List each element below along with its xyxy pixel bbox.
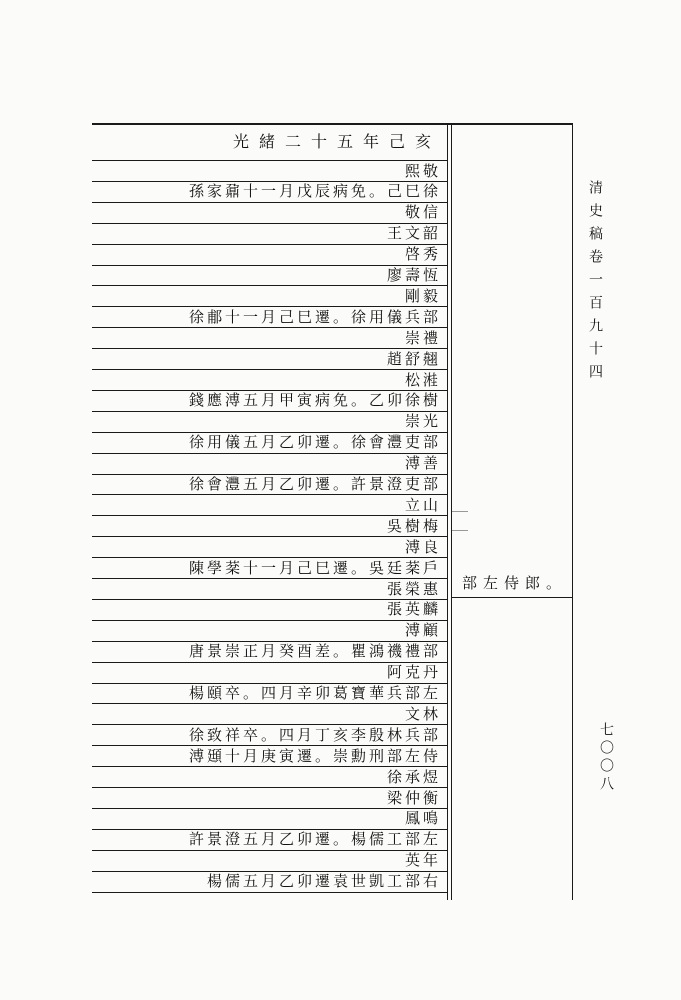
table-row: 文林 xyxy=(404,704,441,723)
table-row: 崇光 xyxy=(404,412,441,431)
row-rule xyxy=(92,703,447,704)
row-rule xyxy=(92,808,447,809)
row-rule xyxy=(92,494,447,495)
table-row: 陳學棻十一月己巳遷。吳廷棻戶 xyxy=(188,558,441,577)
table-row: 阿克丹 xyxy=(386,663,441,682)
table-row: 熙敬 xyxy=(404,161,441,180)
table-row: 溥良 xyxy=(404,537,441,556)
table-row: 徐郙十一月己巳遷。徐用儀兵部 xyxy=(188,307,441,326)
table-row: 溥頲十月庚寅遷。崇勳刑部左侍 xyxy=(188,746,441,765)
row-rule xyxy=(92,411,447,412)
row-rule xyxy=(92,536,447,537)
table-row: 溥顧 xyxy=(404,621,441,640)
table-title: 光緒二十五年己亥 xyxy=(232,132,441,151)
table-right-border xyxy=(572,123,573,900)
table-row: 趙舒翹 xyxy=(386,349,441,368)
row-rule xyxy=(92,244,447,245)
row-rule xyxy=(92,327,447,328)
table-row: 唐景崇正月癸酉差。瞿鴻禨禮部 xyxy=(188,642,441,661)
table-row: 英年 xyxy=(404,851,441,870)
row-rule xyxy=(92,160,447,161)
table-row: 梁仲衡 xyxy=(386,788,441,807)
table-row: 孫家鼐十一月戊辰病免。己巳徐 xyxy=(188,182,441,201)
table-row: 楊儒五月乙卯遷袁世凱工部右 xyxy=(206,872,441,891)
row-rule xyxy=(92,892,447,893)
row-rule xyxy=(92,850,447,851)
running-header: 清史稿卷一百九十四 xyxy=(587,180,603,387)
table-row: 徐承煜 xyxy=(386,767,441,786)
table-row: 楊頤卒。四月辛卯葛寶華兵部左 xyxy=(188,684,441,702)
table-row: 徐致祥卒。四月丁亥李殷林兵部 xyxy=(188,725,441,744)
row-rule xyxy=(92,453,447,454)
table-row: 立山 xyxy=(404,495,441,514)
table-row: 張榮惠 xyxy=(386,579,441,598)
table-row: 溥善 xyxy=(404,454,441,473)
table-row: 許景澄五月乙卯遷。楊儒工部左 xyxy=(188,830,441,849)
table-row: 啓秀 xyxy=(404,245,441,264)
table-row: 王文韶 xyxy=(386,224,441,243)
row-rule xyxy=(92,285,447,286)
row-rule xyxy=(92,369,447,370)
table-row: 剛毅 xyxy=(404,286,441,305)
right-column-rule xyxy=(451,597,572,598)
table-top-rule xyxy=(92,123,572,125)
margin-mark xyxy=(452,511,468,512)
margin-mark xyxy=(452,530,468,531)
row-rule xyxy=(92,620,447,621)
table-row: 吳樹梅 xyxy=(386,516,441,535)
right-column-entry: 部左侍郎。 xyxy=(462,574,568,592)
table-row: 松溎 xyxy=(404,370,441,389)
table-row: 廖壽恆 xyxy=(386,266,441,284)
table-divider-left xyxy=(447,123,448,900)
table-row: 鳳鳴 xyxy=(404,809,441,828)
row-rule xyxy=(92,202,447,203)
table-row: 徐會灃五月乙卯遷。許景澄吏部 xyxy=(188,475,441,493)
page-number: 七〇〇八 xyxy=(598,722,614,794)
table-row: 徐用儀五月乙卯遷。徐會灃吏部 xyxy=(188,433,441,452)
table-row: 崇禮 xyxy=(404,328,441,347)
table-row: 錢應溥五月甲寅病免。乙卯徐樹 xyxy=(188,391,441,410)
table-row: 張英麟 xyxy=(386,600,441,619)
table-row: 敬信 xyxy=(404,203,441,222)
